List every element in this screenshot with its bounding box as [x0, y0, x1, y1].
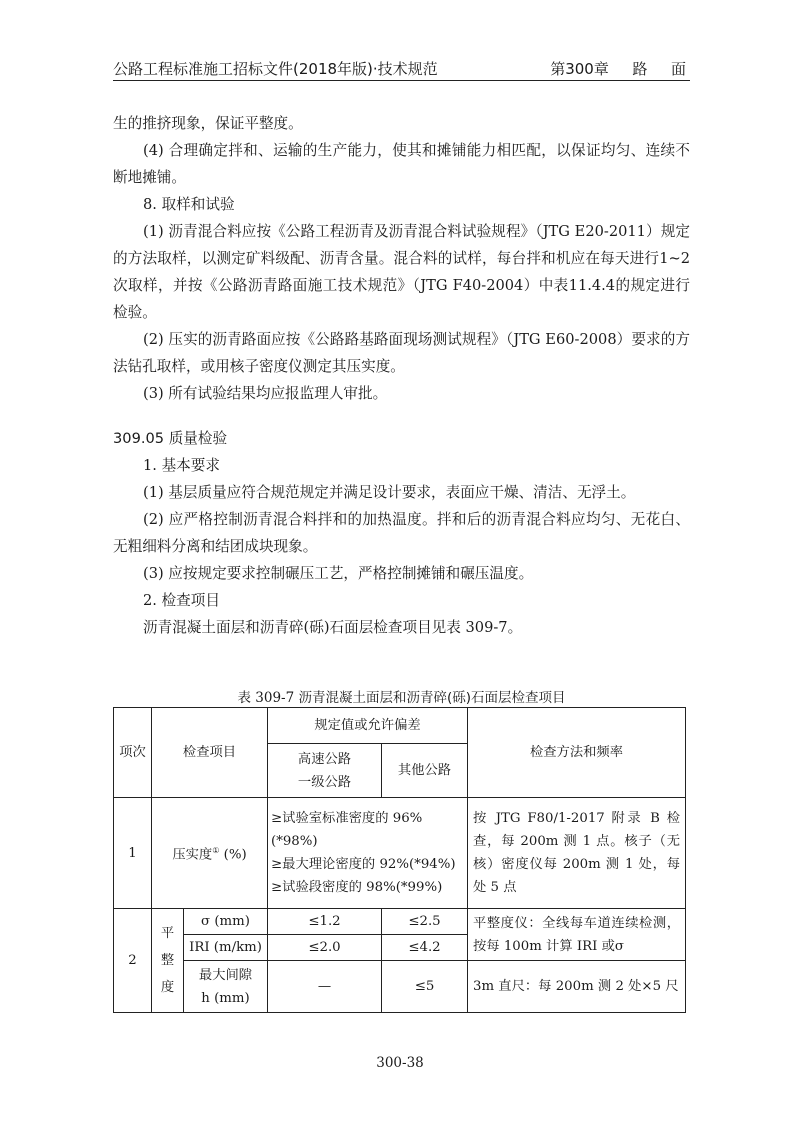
inspection-table: [113, 707, 686, 1013]
row1-no: 1: [114, 798, 152, 909]
row2-sub2-highway: ≤2.0: [268, 935, 382, 961]
paragraph-sampling-3: (3) 所有试验结果均应报监理人审批。: [143, 385, 388, 402]
row2-group-char-3: 度: [160, 980, 175, 995]
paragraph-continuation: 生的推挤现象，保证平整度。: [113, 115, 303, 132]
paragraph-basic-1: (1) 基层质量应符合规范规定并满足设计要求，表面应干燥、清洁、无浮土。: [143, 484, 636, 501]
header-item: 检查项目: [152, 708, 268, 798]
header-method: 检查方法和频率: [468, 708, 686, 798]
row1-method: 按 JTG F80/1-2017 附录 B 检查，每 200m 测 1 点。核子（无核）密度仪每 200m 测 1 处，每处 5 点: [468, 798, 686, 909]
table-caption: [113, 686, 690, 706]
row2-sub3-item: [184, 961, 268, 1013]
row2-group-char-2: 整: [160, 953, 175, 968]
row2-sub3-item-line2: h (mm): [201, 990, 250, 1006]
header-document-title: 公路工程标准施工招标文件(2018年版)·技术规范: [113, 60, 438, 78]
row1-item-unit: (%): [219, 847, 247, 863]
page-header: [113, 58, 690, 81]
header-spec: 规定值或允许偏差: [268, 708, 468, 744]
page-number: 300-38: [376, 1055, 424, 1071]
row2-sub3-other: ≤5: [382, 961, 468, 1013]
subsection-heading-sampling: 8. 取样和试验: [143, 196, 235, 213]
row2-sub2-item: IRI (m/km): [184, 935, 268, 961]
table-caption-number: 表 309-7: [237, 690, 295, 706]
paragraph-basic-3: (3) 应按规定要求控制碾压工艺，严格控制摊铺和碾压温度。: [143, 565, 534, 582]
row2-sub3-highway: —: [268, 961, 382, 1013]
paragraph-sampling-2: (2) 压实的沥青路面应按《公路路基路面现场测试规程》（JTG E60-2008）要求的方法钻孔取样，或用核子密度仪测定其压实度。: [113, 331, 690, 375]
header-highway-line2: 一级公路: [297, 774, 352, 790]
row2-method-1: 平整度仪：全线每车道连续检测，按每 100m 计算 IRI 或σ: [468, 909, 686, 961]
row1-spec: [268, 798, 468, 909]
row2-sub1-highway: ≤1.2: [268, 909, 382, 935]
row2-method-2: 3m 直尺：每 200m 测 2 处×5 尺: [468, 961, 686, 1013]
header-no: 项次: [114, 708, 152, 798]
row1-item: [152, 798, 268, 909]
header-chapter-number: 第300章: [550, 60, 609, 78]
subsection-heading-basic: 1. 基本要求: [143, 457, 220, 474]
header-highway-line1: 高速公路: [297, 751, 352, 767]
row1-spec-1: ≥试验室标准密度的 96%(*98%): [271, 811, 423, 849]
row2-group: [152, 909, 184, 1013]
header-highway: [268, 744, 382, 798]
paragraph-basic-2: (2) 应严格控制沥青混合料拌和的加热温度。拌和后的沥青混合料应均匀、无花白、无粗细料分离和结团成块现象。: [113, 511, 690, 555]
header-chapter: [550, 58, 686, 79]
row2-no: 2: [114, 909, 152, 1013]
header-chapter-title-2: 面: [670, 60, 686, 78]
paragraph-sampling-1: (1) 沥青混合料应按《公路工程沥青及沥青混合料试验规程》（JTG E20-2011）规定的方法取样，以测定矿料级配、沥青含量。混合料的试样，每台拌和机应在每天进行1~2次取样，并按《公路沥青路面施工技术规范》（JTG F40-2004）中表11.4.4的规定进行检验。: [113, 223, 690, 321]
row2-sub1-other: ≤2.5: [382, 909, 468, 935]
row1-item-label: 压实度: [172, 847, 213, 863]
row1-footnote-mark: ①: [212, 846, 220, 856]
paragraph-items-ref: 沥青混凝土面层和沥青碎(砾)石面层检查项目见表 309-7。: [143, 619, 523, 636]
header-other: 其他公路: [382, 744, 468, 798]
row2-sub2-other: ≤4.2: [382, 935, 468, 961]
row2-group-char-1: 平: [160, 926, 175, 941]
body-text: [113, 110, 690, 641]
table-caption-title: 沥青混凝土面层和沥青碎(砾)石面层检查项目: [298, 690, 566, 706]
row2-sub3-item-line1: 最大间隙: [198, 967, 253, 983]
paragraph-item-4: (4) 合理确定拌和、运输的生产能力，使其和摊铺能力相匹配，以保证均匀、连续不断地摊铺。: [113, 142, 690, 186]
row2-sub1-item: σ (mm): [184, 909, 268, 935]
section-heading: 309.05 质量检验: [113, 430, 228, 447]
row1-spec-3: ≥试验段密度的 98%(*99%): [271, 880, 443, 895]
header-chapter-title-1: 路: [632, 60, 648, 78]
subsection-heading-items: 2. 检查项目: [143, 592, 220, 609]
row1-spec-2: ≥最大理论密度的 92%(*94%): [271, 857, 456, 872]
